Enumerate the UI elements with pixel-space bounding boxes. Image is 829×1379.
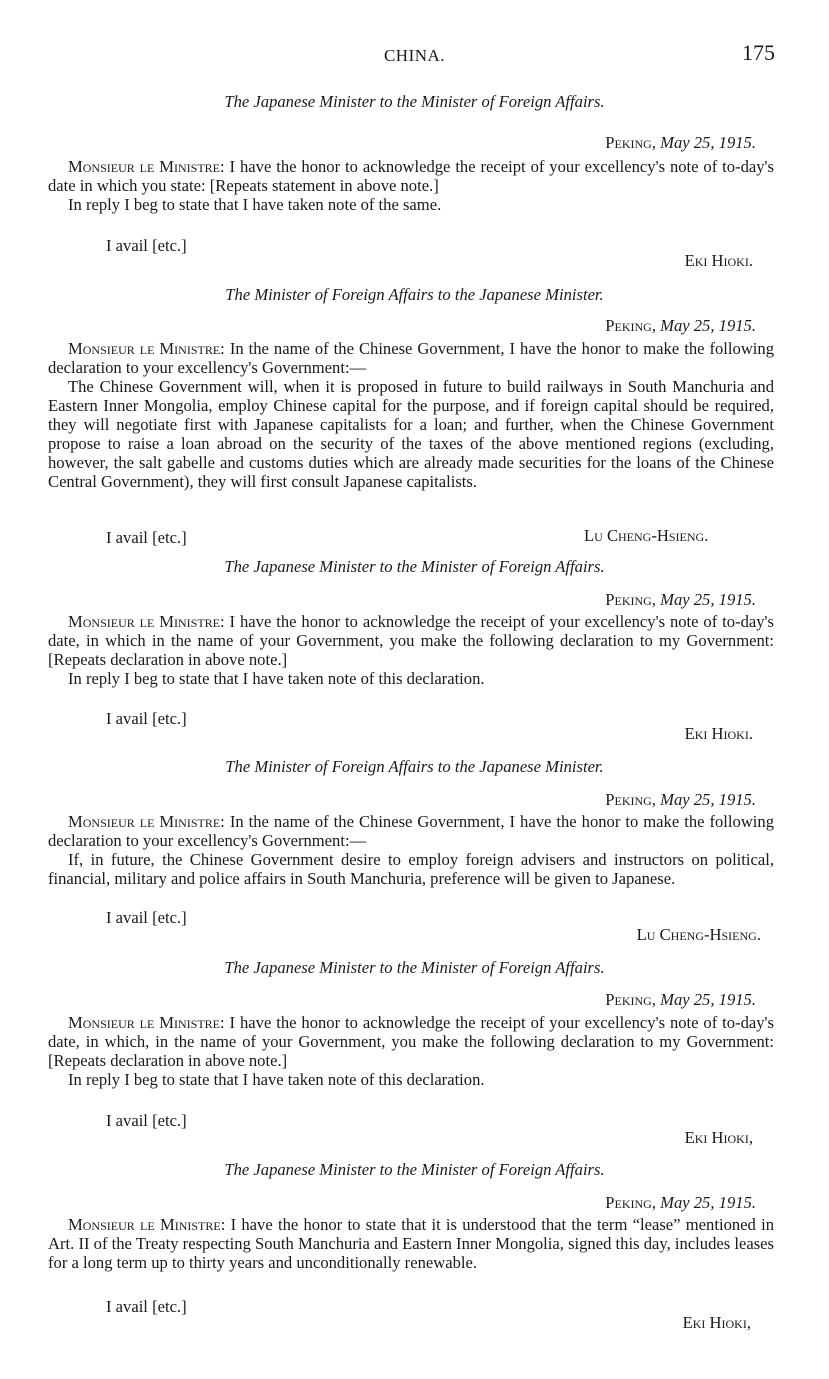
letter-6-closing: I avail [etc.]	[106, 1297, 187, 1316]
letter-4-para-1: In the name of the Chinese Government, I have the honor to make the following declaration to your excellency's Government:—	[48, 812, 775, 850]
letter-5-para-2: In reply I beg to state that I have taken note of this declaration.	[68, 1070, 485, 1089]
letter-5-title: The Japanese Minister to the Minister of Foreign Affairs.	[224, 958, 605, 977]
letter-6-salutation: Monsieur le Ministre:	[68, 1215, 226, 1234]
letter-1-title: The Japanese Minister to the Minister of Foreign Affairs.	[224, 92, 605, 111]
letter-2-closing: I avail [etc.]	[106, 528, 187, 547]
letter-1-closing: I avail [etc.]	[106, 236, 187, 255]
letter-2-dateline	[605, 316, 756, 336]
letter-1-para-1: I have the honor to acknowledge the receipt of your excellency's note of to-day's date in which you state: [Repeats statement in above note.]	[48, 157, 775, 195]
letter-5-dateline	[605, 990, 756, 1010]
letter-6-dateline	[605, 1193, 756, 1213]
letter-2-title: The Minister of Foreign Affairs to the Japanese Minister.	[225, 285, 604, 304]
letter-3-dateline	[605, 590, 756, 610]
letter-2-place: Peking,	[605, 316, 656, 335]
running-title: CHINA.	[383, 46, 446, 65]
letter-6-place: Peking,	[605, 1193, 656, 1212]
letter-1-salutation: Monsieur le Ministre:	[68, 157, 225, 176]
letter-3-date: May 25, 1915.	[660, 590, 756, 609]
letter-6-para-1: I have the honor to state that it is understood that the term “lease” mentioned in Art. II of the Treaty respecting South Manchuria and Eastern Inner Mongolia, signed this day, includes leases for a long term up to thirty years and unconditionally renewable.	[48, 1215, 774, 1272]
letter-2-signature: Lu Cheng-Hsieng.	[584, 526, 709, 545]
letter-6-signature: Eki Hioki,	[682, 1313, 751, 1332]
letter-2-date: May 25, 1915.	[660, 316, 756, 335]
letter-5-body	[48, 1013, 774, 1089]
letter-1-para-2: In reply I beg to state that I have taken note of the same.	[68, 195, 442, 214]
letter-4-place: Peking,	[605, 790, 656, 809]
letter-3-signature: Eki Hioki.	[684, 724, 753, 743]
letter-3-para-2: In reply I beg to state that I have taken note of this declaration.	[68, 669, 485, 688]
letter-2-para-2: The Chinese Government will, when it is proposed in future to build railways in South Manchuria and Eastern Inner Mongolia, employ Chinese capital for the purpose, and if foreign capital should be required, they will negotiate first with Japanese capitalists for a loan; and further, when the Chinese Government propose to raise a loan abroad on the security of the taxes of the above mentioned regions (excluding, however, the salt gabelle and customs duties which are already made securities for the loans of the Chinese Central Government), they will first consult Japanese capitalists.	[48, 377, 774, 491]
letter-6-title: The Japanese Minister to the Minister of Foreign Affairs.	[224, 1160, 605, 1179]
letter-4-date: May 25, 1915.	[660, 790, 756, 809]
letter-3-closing: I avail [etc.]	[106, 709, 187, 728]
letter-1-signature: Eki Hioki.	[684, 251, 753, 270]
letter-4-title: The Minister of Foreign Affairs to the Japanese Minister.	[225, 757, 604, 776]
letter-4-para-2: If, in future, the Chinese Government desire to employ foreign advisers and instructors on political, financial, military and police affairs in South Manchuria, preference will be given to Japanese.	[48, 850, 774, 888]
letter-3-place: Peking,	[605, 590, 656, 609]
letter-4-salutation: Monsieur le Ministre:	[68, 812, 225, 831]
letter-4-signature: Lu Cheng-Hsieng.	[636, 925, 761, 944]
letter-3-para-1: I have the honor to acknowledge the receipt of your excellency's note of to-day's date, in which in the name of your Government, you make the following declaration to my Government: [Repeats declaration in above note.]	[48, 612, 775, 669]
letter-5-signature: Eki Hioki,	[684, 1128, 753, 1147]
letter-5-salutation: Monsieur le Ministre:	[68, 1013, 225, 1032]
letter-1-place: Peking,	[605, 133, 656, 152]
letter-4-closing: I avail [etc.]	[106, 908, 187, 927]
letter-3-title: The Japanese Minister to the Minister of Foreign Affairs.	[224, 557, 605, 576]
letter-2-body	[48, 339, 774, 491]
letter-2-salutation: Monsieur le Ministre:	[68, 339, 225, 358]
letter-5-date: May 25, 1915.	[660, 990, 756, 1009]
letter-3-body	[48, 612, 774, 688]
letter-5-place: Peking,	[605, 990, 656, 1009]
letter-4-dateline	[605, 790, 756, 810]
letter-6-body	[48, 1215, 774, 1272]
letter-6-date: May 25, 1915.	[660, 1193, 756, 1212]
letter-3-salutation: Monsieur le Ministre:	[68, 612, 225, 631]
letter-5-para-1: I have the honor to acknowledge the receipt of your excellency's note of to-day's date, in which, in the name of your Government, you make the following declaration to my Government: [Repeats declaration in above note.]	[48, 1013, 775, 1070]
letter-1-date: May 25, 1915.	[660, 133, 756, 152]
letter-5-closing: I avail [etc.]	[106, 1111, 187, 1130]
letter-2-para-1: In the name of the Chinese Government, I have the honor to make the following declaration to your excellency's Government:—	[48, 339, 775, 377]
letter-1-dateline	[605, 133, 756, 153]
letter-4-body	[48, 812, 774, 888]
page-number: 175	[742, 40, 775, 65]
letter-1-body	[48, 157, 774, 214]
